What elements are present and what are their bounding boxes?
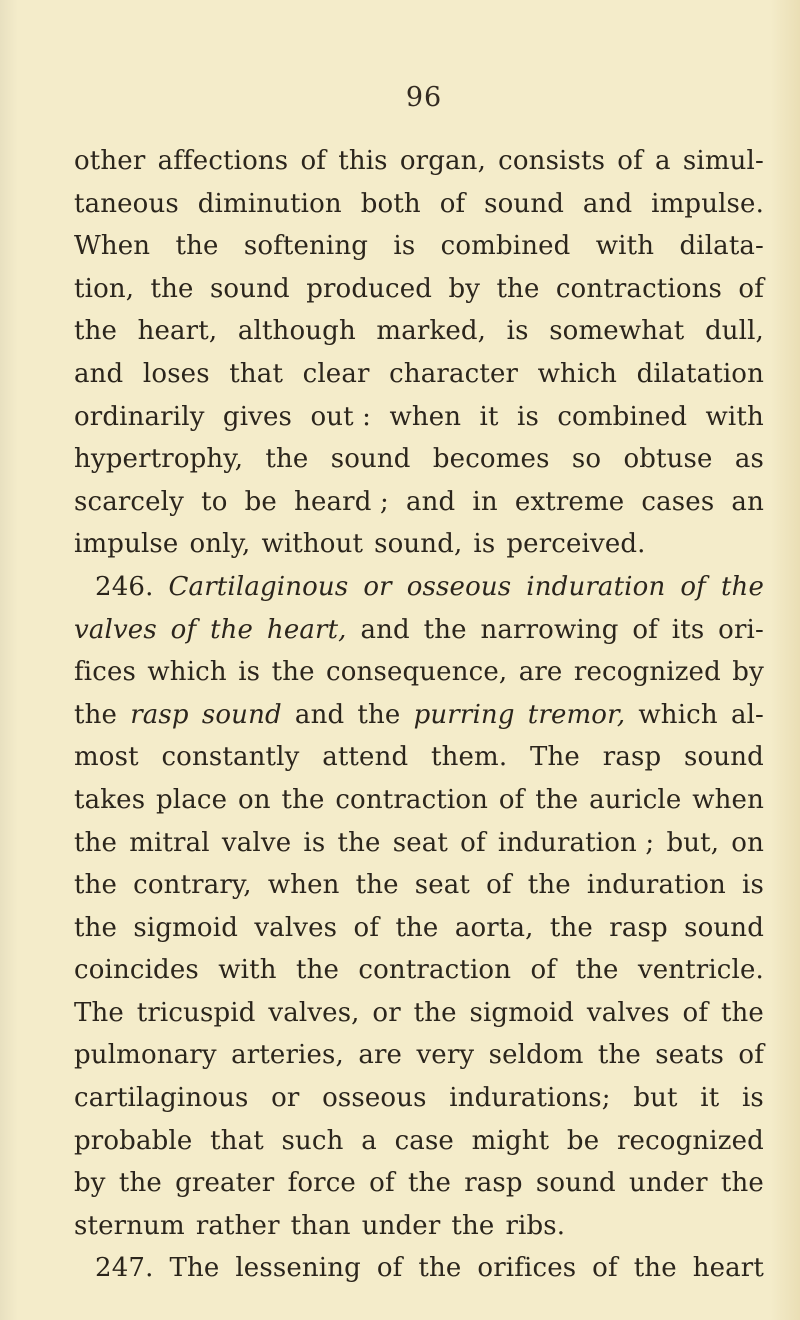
word: fices (74, 657, 136, 688)
text-line (74, 822, 764, 865)
word: indurations; (449, 1083, 611, 1114)
text-line (74, 992, 764, 1035)
word: seat (392, 827, 449, 858)
word: rather (195, 1210, 280, 1241)
word: the (418, 1253, 462, 1284)
word: the (549, 912, 593, 943)
word: on (237, 784, 271, 815)
word: The (169, 1253, 220, 1284)
word: aorta, (454, 912, 534, 943)
word: sigmoid (469, 997, 575, 1028)
word: both (360, 188, 421, 219)
text-line (74, 268, 764, 311)
word: When (74, 231, 151, 262)
word: contraction (358, 955, 512, 986)
word: heard ; (294, 486, 389, 517)
word: sound (209, 273, 290, 304)
word: hypertrophy, (74, 444, 244, 475)
word: scarcely (74, 486, 184, 517)
text-line (74, 949, 764, 992)
word: Cartilaginous (168, 571, 349, 602)
word: sound (330, 444, 411, 475)
word: the (423, 614, 467, 645)
word: which (147, 657, 227, 688)
text-line (74, 225, 764, 268)
word: perceived. (506, 529, 646, 560)
text-line (74, 353, 764, 396)
word: and (74, 358, 124, 389)
word: the (720, 997, 764, 1028)
word: sternum (74, 1210, 185, 1241)
word: softening (243, 231, 369, 262)
text-line (74, 566, 764, 609)
word: heart, (266, 614, 347, 645)
word: and (360, 614, 410, 645)
text-line (74, 1247, 764, 1290)
word: sound, (374, 529, 463, 560)
word: taneous (74, 188, 179, 219)
word: of (353, 912, 380, 943)
word: which (537, 358, 618, 389)
word: the (720, 571, 764, 602)
text-line (74, 1205, 764, 1248)
word: the (74, 870, 118, 901)
word: coincides (74, 955, 199, 986)
word: are (518, 657, 563, 688)
word: it (700, 1083, 720, 1114)
word: with (595, 231, 655, 262)
word: induration ; (497, 827, 655, 858)
word: is (506, 316, 529, 347)
word: is (741, 1083, 764, 1114)
word: or (271, 1083, 300, 1114)
word: organ, (399, 146, 486, 176)
word: dilatation (636, 358, 764, 389)
word: them. (431, 742, 508, 773)
word: is (741, 870, 764, 901)
text-line (74, 140, 764, 183)
word: auricle (589, 784, 682, 815)
word: greater (175, 1168, 275, 1199)
word: produced (306, 273, 433, 304)
word: becomes (432, 444, 550, 475)
word: a (655, 146, 671, 176)
word: the (451, 1210, 495, 1241)
word: be (566, 1125, 600, 1156)
word: or (372, 997, 401, 1028)
word: sound (684, 742, 764, 773)
word: but (633, 1083, 678, 1114)
word: out : (310, 401, 372, 432)
word: impulse (74, 529, 179, 560)
word: rasp (130, 699, 189, 730)
word: when (267, 870, 340, 901)
word: of (680, 571, 706, 602)
word: of (439, 188, 466, 219)
word: its (671, 614, 705, 645)
word: of (682, 997, 709, 1028)
word: orifices (477, 1253, 577, 1284)
word: case (394, 1125, 454, 1156)
word: simul- (682, 146, 764, 176)
word: ordinarily (74, 401, 205, 432)
word: takes (74, 784, 146, 815)
word: so (571, 444, 602, 475)
word: tricuspid (136, 997, 256, 1028)
word: the (720, 1168, 764, 1199)
word: or (363, 571, 392, 602)
word: sigmoid (133, 912, 238, 943)
word: of (617, 146, 643, 176)
word: sound (684, 912, 764, 943)
word: seldom (488, 1040, 584, 1071)
word: constantly (161, 742, 300, 773)
word: only, (189, 529, 251, 560)
text-line (74, 1034, 764, 1077)
word: mitral (129, 827, 210, 858)
word: without (261, 529, 364, 560)
word: contraction (335, 784, 489, 815)
word: of (376, 1253, 403, 1284)
word: combined (557, 401, 688, 432)
word: gives (222, 401, 293, 432)
word: tion, (74, 273, 135, 304)
word: most (74, 742, 139, 773)
word: sound (535, 1168, 616, 1199)
word: although (237, 316, 356, 347)
word: and (405, 486, 456, 517)
text-line (74, 183, 764, 226)
word: valves (254, 912, 338, 943)
word: of (498, 784, 525, 815)
word: under (629, 1168, 708, 1199)
word: the (296, 955, 340, 986)
word: al- (730, 699, 764, 730)
text-line (74, 736, 764, 779)
word: with (218, 955, 277, 986)
word: such (281, 1125, 344, 1156)
word: the (355, 870, 399, 901)
word: the (413, 997, 457, 1028)
word: sound (201, 699, 282, 730)
word: as (734, 444, 764, 475)
word: might (471, 1125, 550, 1156)
text-line (74, 609, 764, 652)
word: arteries, (231, 1040, 344, 1071)
word: of (170, 614, 197, 645)
word: osseous (322, 1083, 427, 1114)
word: is (303, 827, 326, 858)
word: valves (586, 997, 670, 1028)
word: the (395, 912, 439, 943)
word: heart (692, 1253, 764, 1284)
word: heart, (137, 316, 218, 347)
word: the (597, 1040, 641, 1071)
text-line (74, 694, 764, 737)
word: the (150, 273, 194, 304)
word: is (473, 529, 496, 560)
word: induration (586, 870, 726, 901)
text-line (74, 779, 764, 822)
word: contrary, (133, 870, 252, 901)
word: diminution (197, 188, 342, 219)
word: combined (440, 231, 571, 262)
word: attend (322, 742, 409, 773)
word: by (74, 1168, 106, 1199)
word: which (638, 699, 718, 730)
word: that (229, 358, 284, 389)
word: rasp (464, 1168, 523, 1199)
word: by (448, 273, 481, 304)
word: the (496, 273, 540, 304)
word: the (337, 827, 381, 858)
word: induration (526, 571, 666, 602)
word: the (535, 784, 579, 815)
word: to (201, 486, 228, 517)
word: the (175, 231, 219, 262)
text-line (74, 396, 764, 439)
body-text (74, 140, 764, 1290)
word: impulse. (651, 188, 764, 219)
word: The (74, 997, 124, 1028)
word: other (74, 146, 146, 176)
word: an (731, 486, 764, 517)
word: recognized (616, 1125, 764, 1156)
word: of (592, 1253, 618, 1284)
word: somewhat (549, 316, 685, 347)
word: rasp (609, 912, 668, 943)
word: the (118, 1168, 162, 1199)
word: is (517, 401, 539, 432)
word: the (633, 1253, 677, 1284)
word: recognized (573, 657, 721, 688)
word: with (705, 401, 764, 432)
word: the (74, 827, 118, 858)
word: be (244, 486, 277, 517)
word: consists (498, 146, 606, 176)
word: pulmonary (74, 1040, 217, 1071)
word: tremor, (527, 699, 626, 730)
word: that (210, 1125, 264, 1156)
word: the (74, 316, 118, 347)
word: valve (221, 827, 292, 858)
word: cartilaginous (74, 1083, 249, 1114)
word: ribs. (505, 1210, 566, 1241)
word: when (389, 401, 462, 432)
word: is (238, 657, 261, 688)
word: the (407, 1168, 451, 1199)
word: extreme (514, 486, 625, 517)
word: probable (74, 1125, 193, 1156)
word: the (265, 444, 309, 475)
word: contractions (555, 273, 723, 304)
word: dull, (704, 316, 764, 347)
word: is (393, 231, 416, 262)
word: when (692, 784, 764, 815)
text-line (74, 481, 764, 524)
word: it (479, 401, 499, 432)
word: lessening (235, 1253, 361, 1284)
word: ori- (718, 614, 764, 645)
word: consequence, (326, 657, 508, 688)
word: of (738, 1040, 764, 1071)
word: of (300, 146, 327, 176)
text-line (74, 864, 764, 907)
word: The (530, 742, 580, 773)
word: and (582, 188, 633, 219)
text-line (74, 1120, 764, 1163)
word: clear (302, 358, 370, 389)
word: of (369, 1168, 395, 1199)
word: in (472, 486, 498, 517)
word: ventricle. (637, 955, 764, 986)
word: of (530, 955, 557, 986)
word: are (358, 1040, 403, 1071)
word: of (632, 614, 658, 645)
text-line (74, 523, 764, 566)
word: character (389, 358, 519, 389)
text-line (74, 651, 764, 694)
word: obtuse (623, 444, 713, 475)
word: the (271, 657, 315, 688)
word: of (738, 273, 764, 304)
text-line (74, 1162, 764, 1205)
word: osseous (406, 571, 512, 602)
word: the (74, 699, 118, 730)
word: and (294, 699, 345, 730)
word: the (281, 784, 325, 815)
word: force (287, 1168, 356, 1199)
word: 246. (95, 571, 154, 602)
word: the (357, 699, 401, 730)
word: rasp (602, 742, 662, 773)
word: but, (666, 827, 720, 858)
word: of (486, 870, 512, 901)
page-number: 96 (405, 82, 443, 113)
word: loses (142, 358, 210, 389)
word: dilata- (679, 231, 764, 262)
word: the (74, 912, 118, 943)
word: on (731, 827, 764, 858)
word: sound (484, 188, 565, 219)
word: this (338, 146, 388, 176)
word: seat (414, 870, 471, 901)
text-line (74, 907, 764, 950)
word: by (732, 657, 764, 688)
word: a (361, 1125, 377, 1156)
text-line (74, 438, 764, 481)
word: marked, (376, 316, 487, 347)
word: affections (157, 146, 289, 176)
word: very (416, 1040, 475, 1071)
word: 247. (95, 1253, 154, 1284)
word: the (527, 870, 571, 901)
word: purring (413, 699, 515, 730)
word: the (210, 614, 254, 645)
word: cases (641, 486, 715, 517)
word: seats (655, 1040, 725, 1071)
text-line (74, 310, 764, 353)
word: than (290, 1210, 351, 1241)
word: valves (74, 614, 157, 645)
word: the (575, 955, 619, 986)
word: under (361, 1210, 441, 1241)
word: of (460, 827, 486, 858)
text-line (74, 1077, 764, 1120)
word: place (156, 784, 228, 815)
word: valves, (268, 997, 360, 1028)
word: narrowing (480, 614, 619, 645)
